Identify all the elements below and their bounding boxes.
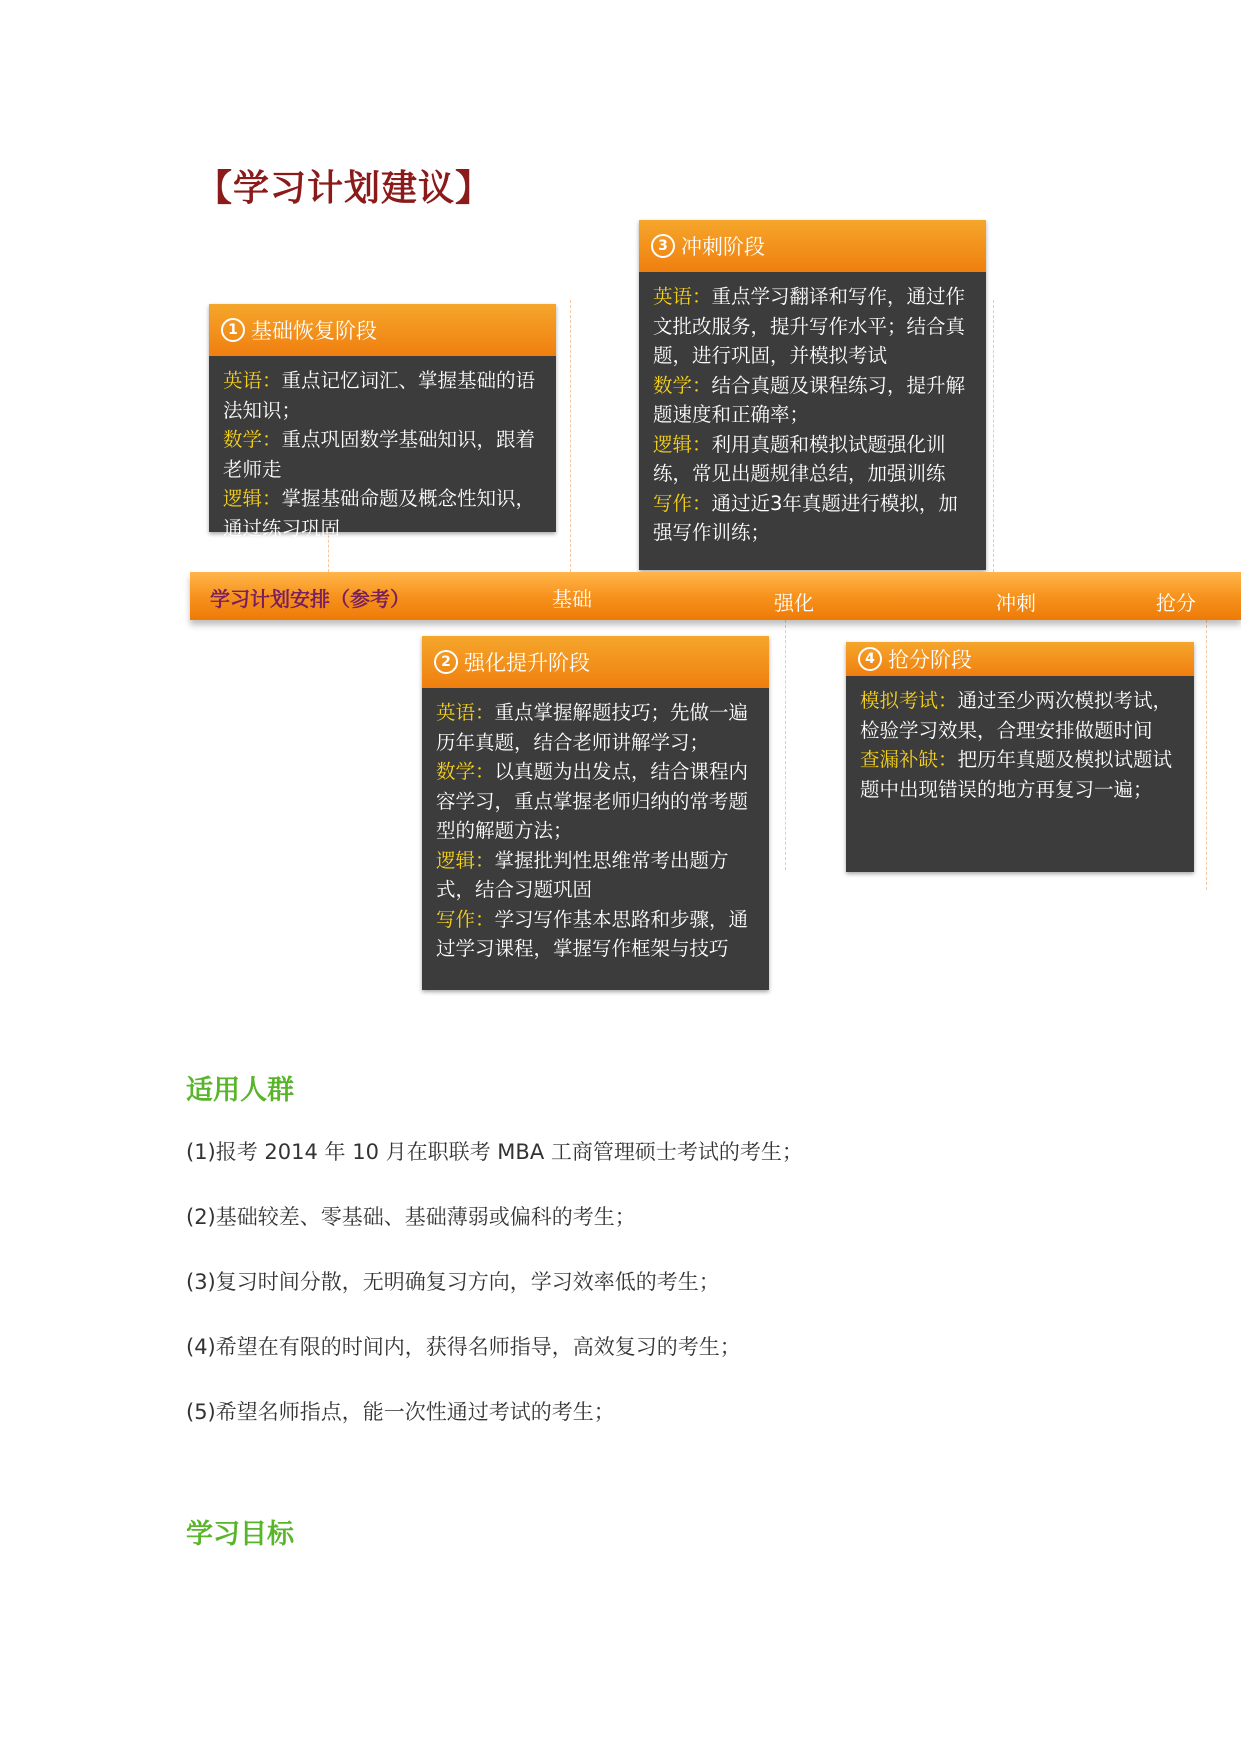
stage-title: 抢分阶段	[888, 648, 972, 672]
subject-label: 查漏补缺：	[860, 748, 958, 771]
subject-text: 掌握基础命题及概念性知识，通过练习巩固	[223, 487, 536, 540]
number-badge: 4	[858, 647, 882, 671]
subject-text: 重点巩固数学基础知识，跟着老师走	[223, 428, 536, 481]
connector-line	[570, 300, 571, 572]
subject-label: 逻辑：	[223, 487, 282, 510]
subject-label: 数学：	[653, 373, 712, 397]
stage-title: 强化提升阶段	[464, 651, 590, 675]
stage-body	[209, 356, 556, 553]
subject-text: 利用真题和模拟试题强化训练，常见出题规律总结，加强训练	[653, 432, 946, 485]
subject-text: 通过近3年真题进行模拟，加强写作训练；	[653, 491, 958, 544]
stage-card-score	[846, 642, 1194, 872]
stage-title: 基础恢复阶段	[251, 319, 377, 343]
stage-header	[846, 642, 1194, 676]
goals-heading: 学习目标	[186, 1519, 294, 1550]
subject-text: 重点学习翻译和写作，通过作文批改服务，提升写作水平；结合真题，进行巩固，并模拟考试	[653, 285, 966, 367]
stage-header	[422, 636, 769, 688]
stage-card-sprint	[639, 220, 986, 570]
subject-text: 以真题为出发点，结合课程内容学习，重点掌握老师归纳的常考题型的解题方法；	[436, 760, 749, 842]
number-badge: 2	[434, 650, 458, 674]
timeline-bar	[190, 572, 1241, 620]
subject-label: 数学：	[436, 760, 495, 783]
connector-line	[993, 300, 994, 572]
subject-label: 逻辑：	[436, 848, 495, 872]
stage-card-basic	[209, 304, 556, 540]
page-title: 【学习计划建议】	[196, 168, 493, 209]
subject-label: 写作：	[653, 491, 712, 515]
subject-label: 写作：	[436, 907, 495, 931]
connector-line	[1206, 620, 1207, 890]
connector-line	[785, 620, 786, 870]
audience-item-4: (4)希望在有限的时间内，获得名师指导，高效复习的考生；	[186, 1335, 741, 1359]
audience-item-2: (2)基础较差、零基础、基础薄弱或偏科的考生；	[186, 1205, 636, 1229]
subject-text: 学习写作基本思路和步骤，通过学习课程，掌握写作框架与技巧	[436, 907, 749, 960]
subject-text: 把历年真题及模拟试题试题中出现错误的地方再复习一遍；	[860, 748, 1173, 801]
subject-text: 通过至少两次模拟考试，检验学习效果，合理安排做题时间	[860, 689, 1173, 742]
subject-label: 数学：	[223, 428, 282, 451]
subject-label: 逻辑：	[653, 432, 712, 456]
subject-label: 英语：	[436, 701, 495, 724]
subject-label: 英语：	[223, 369, 282, 392]
number-badge: 3	[651, 234, 675, 258]
stage-body	[639, 272, 986, 558]
audience-item-5: (5)希望名师指点，能一次性通过考试的考生；	[186, 1400, 615, 1424]
stage-body	[422, 688, 769, 974]
number-badge: 1	[221, 318, 245, 342]
timeline-phase-sprint: 冲刺	[996, 591, 1036, 615]
subject-label: 模拟考试：	[860, 689, 958, 712]
audience-item-1: (1)报考 2014 年 10 月在职联考 MBA 工商管理硕士考试的考生；	[186, 1140, 803, 1164]
stage-header	[639, 220, 986, 272]
subject-text: 重点记忆词汇、掌握基础的语法知识；	[223, 369, 536, 422]
stage-title: 冲刺阶段	[681, 235, 765, 259]
timeline-title: 学习计划安排（参考）	[210, 587, 410, 611]
subject-label: 英语：	[653, 285, 712, 308]
stage-body	[846, 676, 1194, 814]
audience-item-3: (3)复习时间分散，无明确复习方向，学习效率低的考生；	[186, 1270, 720, 1294]
timeline-phase-strengthen: 强化	[774, 591, 814, 615]
timeline-phase-basic: 基础	[552, 587, 592, 611]
subject-text: 结合真题及课程练习，提升解题速度和正确率；	[653, 373, 966, 426]
subject-text: 掌握批判性思维常考出题方式，结合习题巩固	[436, 848, 729, 901]
stage-card-strengthen	[422, 636, 769, 990]
stage-header	[209, 304, 556, 356]
timeline-phase-score: 抢分	[1156, 591, 1196, 615]
subject-text: 重点掌握解题技巧；先做一遍历年真题，结合老师讲解学习；	[436, 701, 749, 754]
audience-heading: 适用人群	[186, 1075, 294, 1106]
